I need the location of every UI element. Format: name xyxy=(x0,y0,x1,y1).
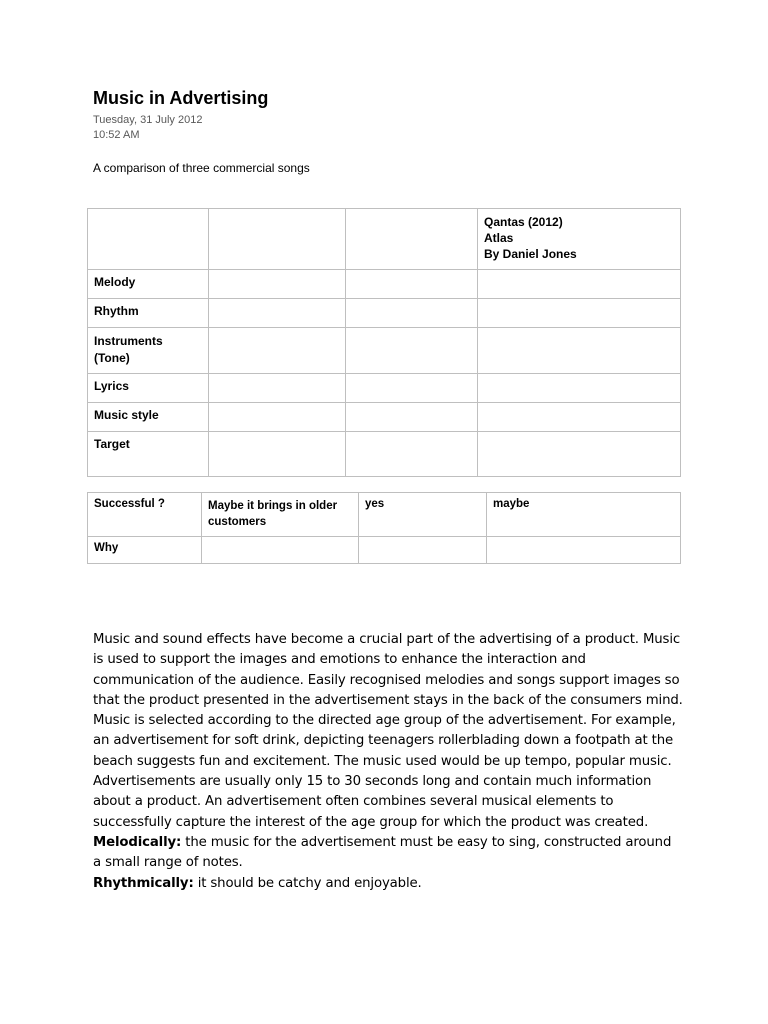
success-table xyxy=(87,492,681,564)
row-label-instruments xyxy=(88,328,209,374)
table-row xyxy=(88,299,681,328)
row-label-music-style: Music style xyxy=(88,403,209,432)
table-cell[interactable] xyxy=(346,328,478,374)
table-cell[interactable] xyxy=(478,299,681,328)
table-cell[interactable] xyxy=(478,374,681,403)
paragraph xyxy=(93,833,683,874)
row-label-why: Why xyxy=(88,537,202,564)
table-cell[interactable] xyxy=(346,270,478,299)
row-label-rhythm: Rhythm xyxy=(88,299,209,328)
table-cell[interactable] xyxy=(209,299,346,328)
rhythmically-label: Rhythmically: xyxy=(93,875,194,891)
table-cell[interactable] xyxy=(209,270,346,299)
body-text xyxy=(93,630,683,894)
label-line: Instruments xyxy=(94,334,163,348)
melodically-label: Melodically: xyxy=(93,834,182,850)
table-cell[interactable] xyxy=(346,432,478,477)
table-row xyxy=(88,270,681,299)
table-cell[interactable] xyxy=(209,328,346,374)
table-cell[interactable] xyxy=(209,403,346,432)
table-cell[interactable] xyxy=(209,432,346,477)
label-line: (Tone) xyxy=(94,351,130,365)
table-cell[interactable] xyxy=(202,537,359,564)
header-line: Atlas xyxy=(484,231,514,245)
table-cell[interactable]: maybe xyxy=(487,493,681,537)
subtitle: A comparison of three commercial songs xyxy=(93,161,310,175)
row-label-lyrics: Lyrics xyxy=(88,374,209,403)
paragraph: Music is selected according to the directed age group of the advertisement. For example, an advertisement for soft drink, depicting teenagers rollerblading down a footpath at the beach suggests fun and excitement. The music used would be up tempo, popular music. Advertisements are usually only 15 to 30 seconds long and contain much information about a product. An advertisement often combines several musical elements to successfully capture the interest of the age group for which the product was created. xyxy=(93,713,676,830)
table-row xyxy=(88,432,681,477)
table-row xyxy=(88,493,681,537)
table-row xyxy=(88,374,681,403)
table-cell[interactable] xyxy=(478,403,681,432)
table-cell[interactable] xyxy=(487,537,681,564)
comparison-table xyxy=(87,208,681,477)
table-header-row xyxy=(88,209,681,270)
row-label-successful: Successful ? xyxy=(88,493,202,537)
page-time: 10:52 AM xyxy=(93,129,140,141)
paragraph xyxy=(93,874,683,894)
row-label-melody: Melody xyxy=(88,270,209,299)
table-cell[interactable] xyxy=(209,209,346,270)
rhythmically-text: it should be catchy and enjoyable. xyxy=(193,875,422,891)
table-row xyxy=(88,403,681,432)
table-cell[interactable] xyxy=(346,374,478,403)
table-cell[interactable] xyxy=(209,374,346,403)
table-cell[interactable] xyxy=(478,270,681,299)
melodically-text: the music for the advertisement must be easy to sing, constructed around a small range of notes. xyxy=(93,834,672,871)
table-cell[interactable] xyxy=(88,209,209,270)
page-date: Tuesday, 31 July 2012 xyxy=(93,114,203,126)
table-cell[interactable]: yes xyxy=(359,493,487,537)
table-cell[interactable] xyxy=(359,537,487,564)
table-row xyxy=(88,328,681,374)
page-meta xyxy=(93,113,202,143)
table-cell[interactable] xyxy=(346,403,478,432)
table-cell[interactable] xyxy=(346,299,478,328)
table-cell[interactable]: Maybe it brings in older customers xyxy=(202,493,359,537)
table-header-cell[interactable] xyxy=(478,209,681,270)
table-cell[interactable] xyxy=(478,432,681,477)
header-line: Qantas (2012) xyxy=(484,215,563,229)
page-title: Music in Advertising xyxy=(93,88,269,108)
row-label-target: Target xyxy=(88,432,209,477)
table-row xyxy=(88,537,681,564)
table-cell[interactable] xyxy=(478,328,681,374)
paragraph: Music and sound effects have become a crucial part of the advertising of a product. Music is used to support the images and emotions to enhance the interaction and communication of the audience. Easily recognised melodies and songs support images so that the product presented in the advertisement stays in the back of the consumers mind. xyxy=(93,632,683,708)
table-cell[interactable] xyxy=(346,209,478,270)
header-line: By Daniel Jones xyxy=(484,247,577,261)
